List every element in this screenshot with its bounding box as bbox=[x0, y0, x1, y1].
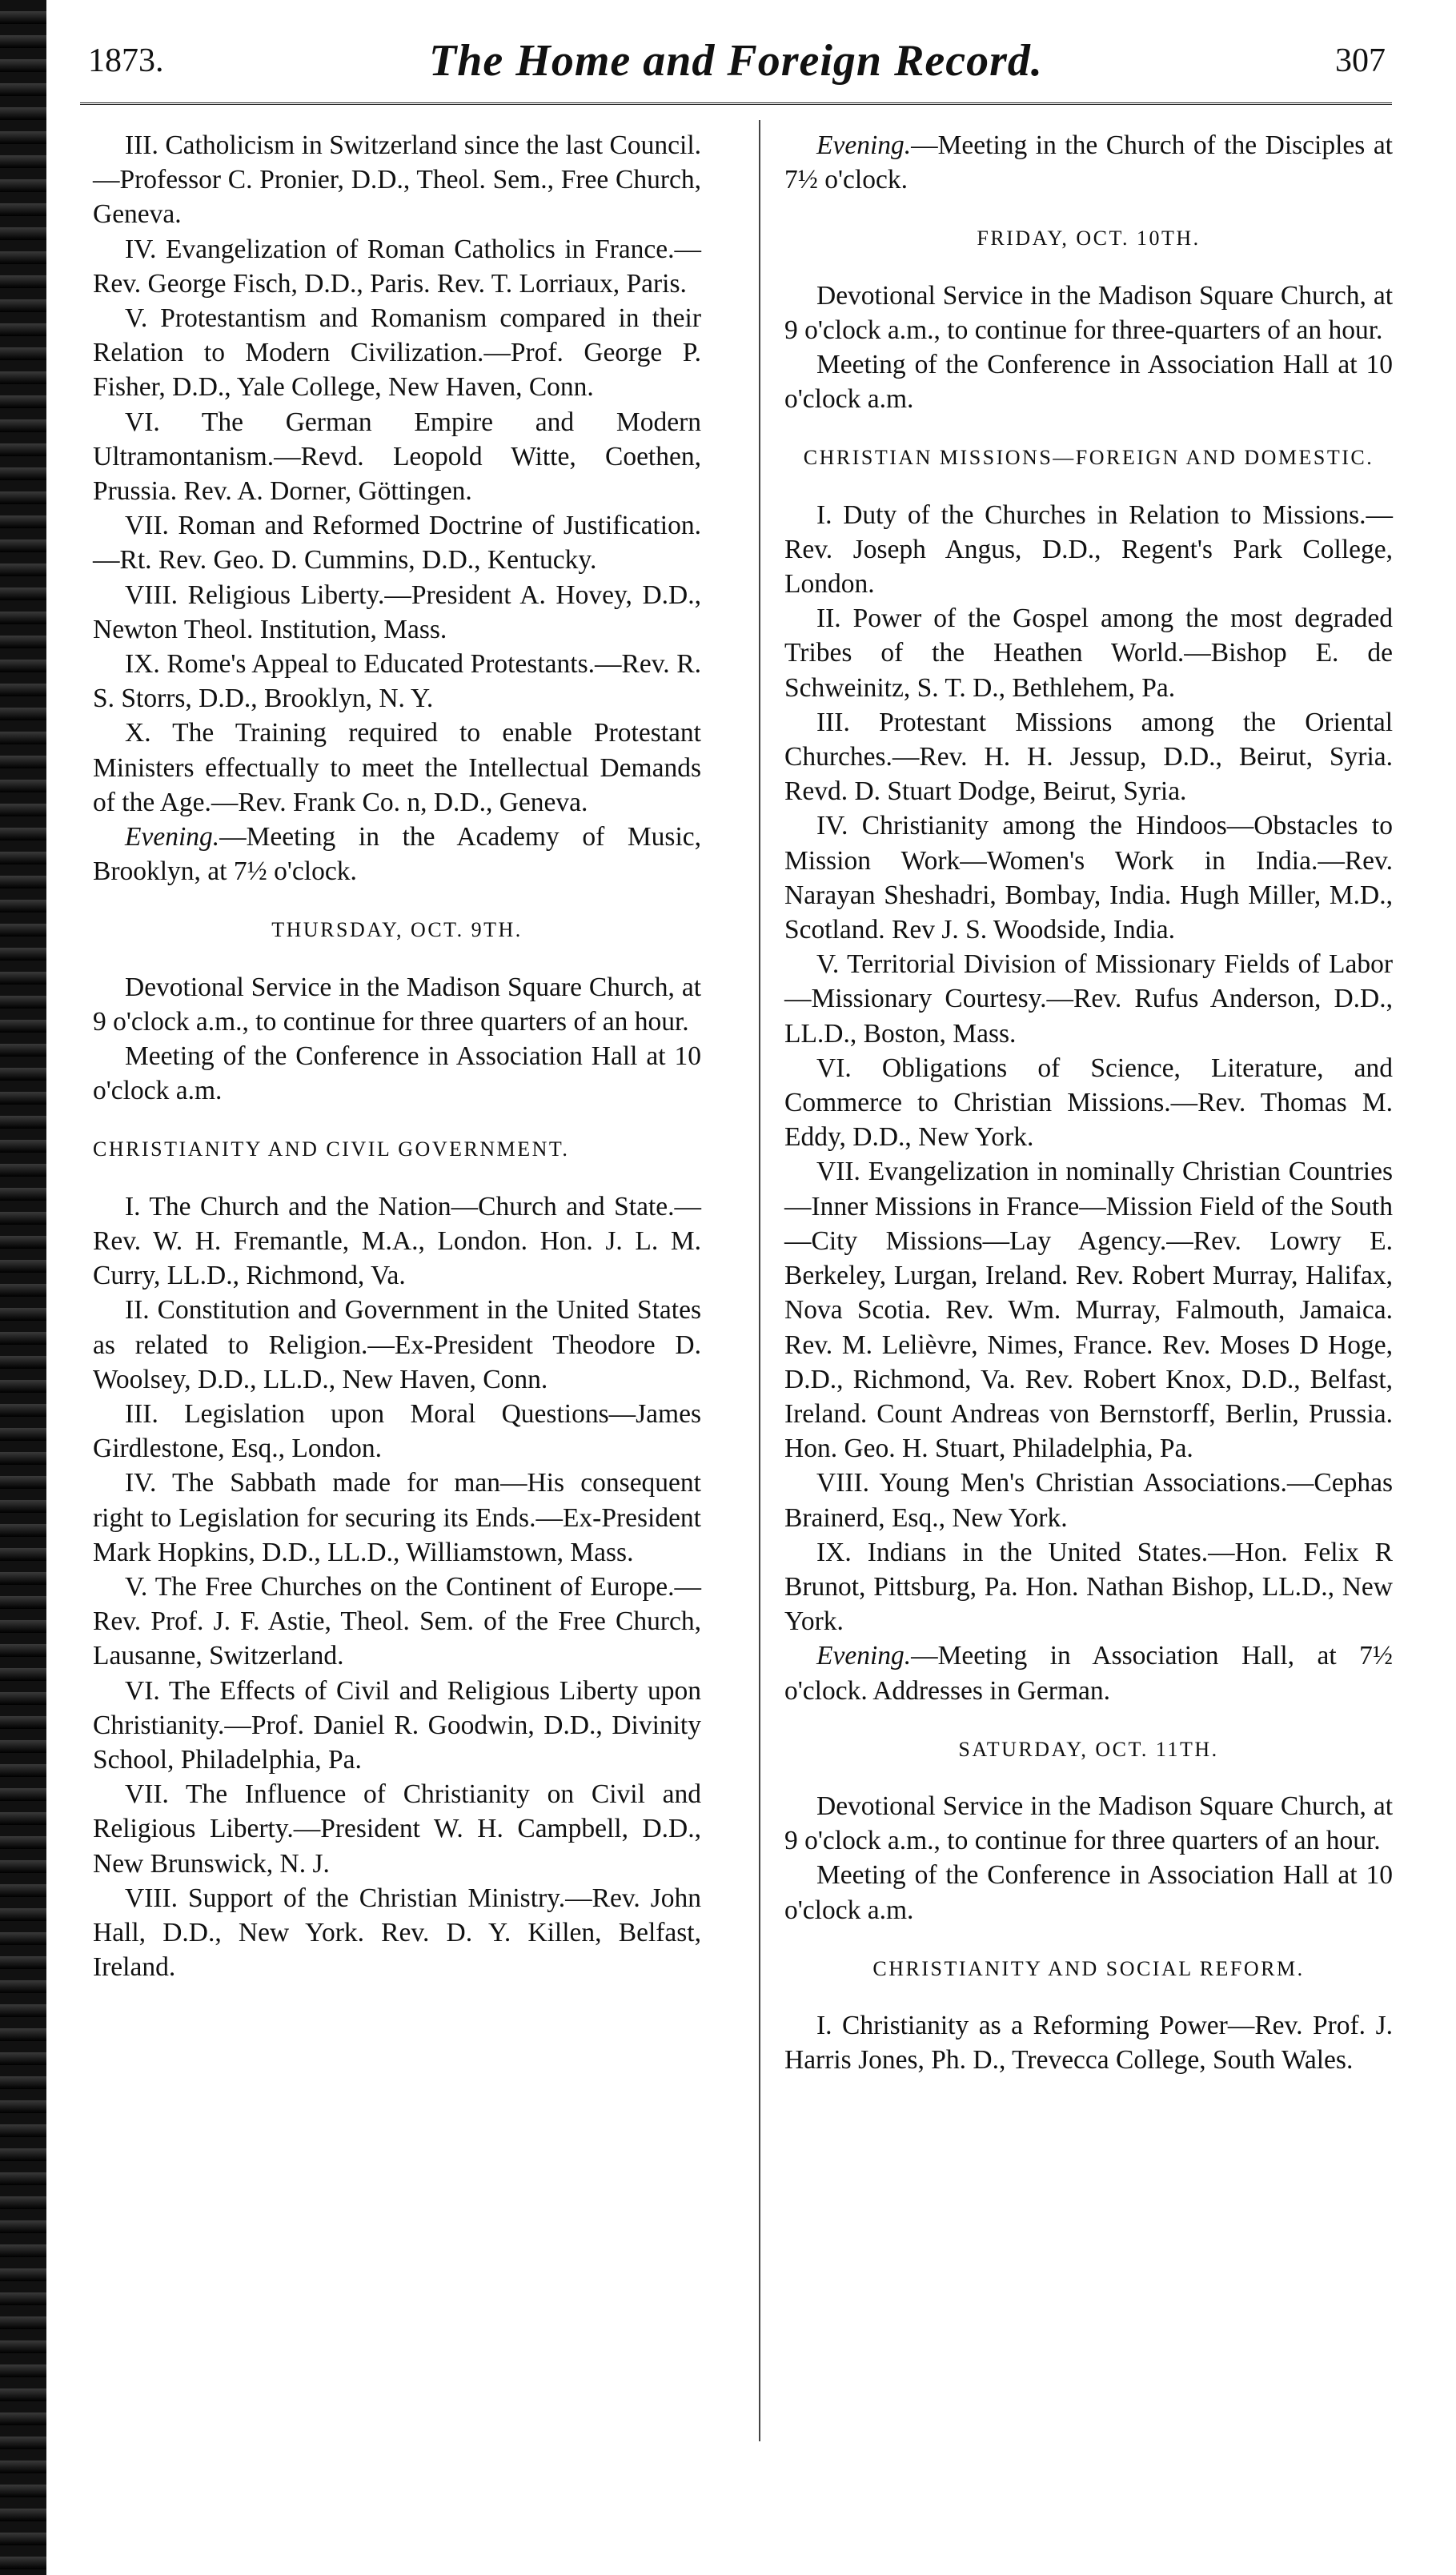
evening-session-note bbox=[784, 128, 1393, 197]
program-paragraph: Meeting of the Conference in Association Hall at 10 o'clock a.m. bbox=[93, 1041, 701, 1106]
program-paragraph: V. The Free Churches on the Continent of Europe.—Rev. Prof. J. F. Astie, Theol. Sem. of the Free Church, Lausanne, Switzerland. bbox=[93, 1571, 701, 1671]
section-heading: FRIDAY, OCT. 10TH. bbox=[977, 227, 1201, 251]
program-paragraph: VIII. Young Men's Christian Associations.—Cephas Brainerd, Esq., New York. bbox=[784, 1468, 1393, 1533]
program-paragraph: IV. The Sabbath made for man—His consequent right to Legislation for securing its Ends.—Ex-President Mark Hopkins, D.D., LL.D., Williamstown, Mass. bbox=[93, 1468, 701, 1567]
section-heading: CHRISTIANITY AND CIVIL GOVERNMENT. bbox=[93, 1137, 570, 1161]
program-paragraph: IV. Christianity among the Hindoos—Obstacles to Mission Work—Women's Work in India.—Rev. Narayan Sheshadri, Bombay, India. Hugh Miller, M.D., Scotland. Rev J. S. Woodside, India. bbox=[784, 811, 1393, 945]
program-paragraph: VII. Evangelization in nominally Christian Countries—Inner Missions in France—Mission Field of the South—City Missions—Lay Agency.—Rev. Lowry E. Berkeley, Lurgan, Ireland. Rev. Robert Murray, Halifax, Nova Scotia. Rev. Wm. Murray, Falmouth, Jamaica. Rev. M. Lelièvre, Nimes, France. Rev. Moses D Hoge, D.D., Richmond, Va. Rev. Robert Knox, D.D., Belfast, Ireland. Count Andreas von Bernstorff, Berlin, Prussia. Hon. Geo. H. Stuart, Philadelphia, Pa. bbox=[784, 1157, 1393, 1464]
program-paragraph: Devotional Service in the Madison Square Church, at 9 o'clock a.m., to continue for three quarters of an hour. bbox=[93, 972, 701, 1037]
program-paragraph: III. Legislation upon Moral Questions—James Girdlestone, Esq., London. bbox=[93, 1398, 701, 1464]
evening-session-note bbox=[93, 820, 701, 888]
program-paragraph: III. Protestant Missions among the Oriental Churches.—Rev. H. H. Jessup, D.D., Beirut, Syria. Revd. D. Stuart Dodge, Beirut, Syria. bbox=[784, 707, 1393, 807]
column-divider bbox=[759, 120, 760, 2441]
evening-text: —Meeting in the Church of the Disciples at 7½ o'clock. bbox=[784, 130, 1393, 195]
page-number: 307 bbox=[1335, 42, 1386, 79]
header-year: 1873. bbox=[88, 42, 164, 79]
program-paragraph: Meeting of the Conference in Association Hall at 10 o'clock a.m. bbox=[784, 1860, 1393, 1925]
program-paragraph: IX. Indians in the United States.—Hon. Felix R Brunot, Pittsburg, Pa. Hon. Nathan Bishop, LL.D., New York. bbox=[784, 1537, 1393, 1637]
left-column bbox=[93, 128, 701, 1984]
program-paragraph: III. Catholicism in Switzerland since the last Council.—Professor C. Pronier, D.D., Theol. Sem., Free Church, Geneva. bbox=[93, 130, 701, 230]
program-paragraph: Meeting of the Conference in Association Hall at 10 o'clock a.m. bbox=[784, 350, 1393, 415]
program-paragraph: V. Territorial Division of Missionary Fields of Labor—Missionary Courtesy.—Rev. Rufus Anderson, D.D., LL.D., Boston, Mass. bbox=[784, 949, 1393, 1049]
program-paragraph: VIII. Support of the Christian Ministry.—Rev. John Hall, D.D., New York. Rev. D. Y. Killen, Belfast, Ireland. bbox=[93, 1883, 701, 1983]
right-column bbox=[784, 128, 1393, 2077]
program-paragraph: I. Christianity as a Reforming Power—Rev. Prof. J. Harris Jones, Ph. D., Trevecca College, South Wales. bbox=[784, 2010, 1393, 2076]
program-paragraph: Devotional Service in the Madison Square Church, at 9 o'clock a.m., to continue for three-quarters of an hour. bbox=[784, 280, 1393, 345]
evening-text: —Meeting in Association Hall, at 7½ o'clock. Addresses in German. bbox=[784, 1641, 1393, 1706]
journal-title: The Home and Foreign Record. bbox=[429, 36, 1043, 86]
program-paragraph: Devotional Service in the Madison Square Church, at 9 o'clock a.m., to continue for three quarters of an hour. bbox=[784, 1791, 1393, 1856]
program-paragraph: I. The Church and the Nation—Church and State.—Rev. W. H. Fremantle, M.A., London. Hon. J. L. M. Curry, LL.D., Richmond, Va. bbox=[93, 1191, 701, 1291]
evening-text: —Meeting in the Academy of Music, Brooklyn, at 7½ o'clock. bbox=[93, 822, 701, 887]
section-heading: SATURDAY, OCT. 11TH. bbox=[958, 1737, 1219, 1761]
program-paragraph: V. Protestantism and Romanism compared in their Relation to Modern Civilization.—Prof. George P. Fisher, D.D., Yale College, New Haven, Conn. bbox=[93, 303, 701, 403]
program-paragraph: IV. Evangelization of Roman Catholics in France.—Rev. George Fisch, D.D., Paris. Rev. T. Lorriaux, Paris. bbox=[93, 234, 701, 299]
book-spine-edge bbox=[0, 0, 46, 2575]
evening-label: Evening. bbox=[816, 1641, 912, 1671]
program-paragraph: VI. The Effects of Civil and Religious Liberty upon Christianity.—Prof. Daniel R. Goodwin, D.D., Divinity School, Philadelphia, Pa. bbox=[93, 1675, 701, 1775]
program-paragraph: X. The Training required to enable Protestant Ministers effectually to meet the Intellectual Demands of the Age.—Rev. Frank Co. n, D.D., Geneva. bbox=[93, 718, 701, 817]
program-paragraph: II. Power of the Gospel among the most degraded Tribes of the Heathen World.—Bishop E. de Schweinitz, S. T. D., Bethlehem, Pa. bbox=[784, 604, 1393, 703]
program-paragraph: II. Constitution and Government in the United States as related to Religion.—Ex-President Theodore D. Woolsey, D.D., LL.D., New Haven, Conn. bbox=[93, 1295, 701, 1394]
page-header bbox=[80, 30, 1392, 105]
program-paragraph: VI. Obligations of Science, Literature, and Commerce to Christian Missions.—Rev. Thomas M. Eddy, D.D., New York. bbox=[784, 1053, 1393, 1153]
program-paragraph: VIII. Religious Liberty.—President A. Hovey, D.D., Newton Theol. Institution, Mass. bbox=[93, 580, 701, 644]
evening-label: Evening. bbox=[125, 822, 220, 852]
section-heading: CHRISTIAN MISSIONS—FOREIGN AND DOMESTIC. bbox=[803, 446, 1374, 470]
program-paragraph: VII. Roman and Reformed Doctrine of Justification.—Rt. Rev. Geo. D. Cummins, D.D., Kentucky. bbox=[93, 511, 701, 576]
program-paragraph: VI. The German Empire and Modern Ultramontanism.—Revd. Leopold Witte, Coethen, Prussia. Rev. A. Dorner, Göttingen. bbox=[93, 407, 701, 507]
evening-label: Evening. bbox=[816, 130, 912, 160]
evening-session-note bbox=[784, 1638, 1393, 1707]
program-paragraph: VII. The Influence of Christianity on Civil and Religious Liberty.—President W. H. Campbell, D.D., New Brunswick, N. J. bbox=[93, 1779, 701, 1879]
section-heading: THURSDAY, OCT. 9TH. bbox=[271, 918, 523, 942]
program-paragraph: I. Duty of the Churches in Relation to Missions.—Rev. Joseph Angus, D.D., Regent's Park College, London. bbox=[784, 499, 1393, 600]
section-heading: CHRISTIANITY AND SOCIAL REFORM. bbox=[872, 1956, 1305, 1980]
program-paragraph: IX. Rome's Appeal to Educated Protestants.—Rev. R. S. Storrs, D.D., Brooklyn, N. Y. bbox=[93, 649, 701, 714]
